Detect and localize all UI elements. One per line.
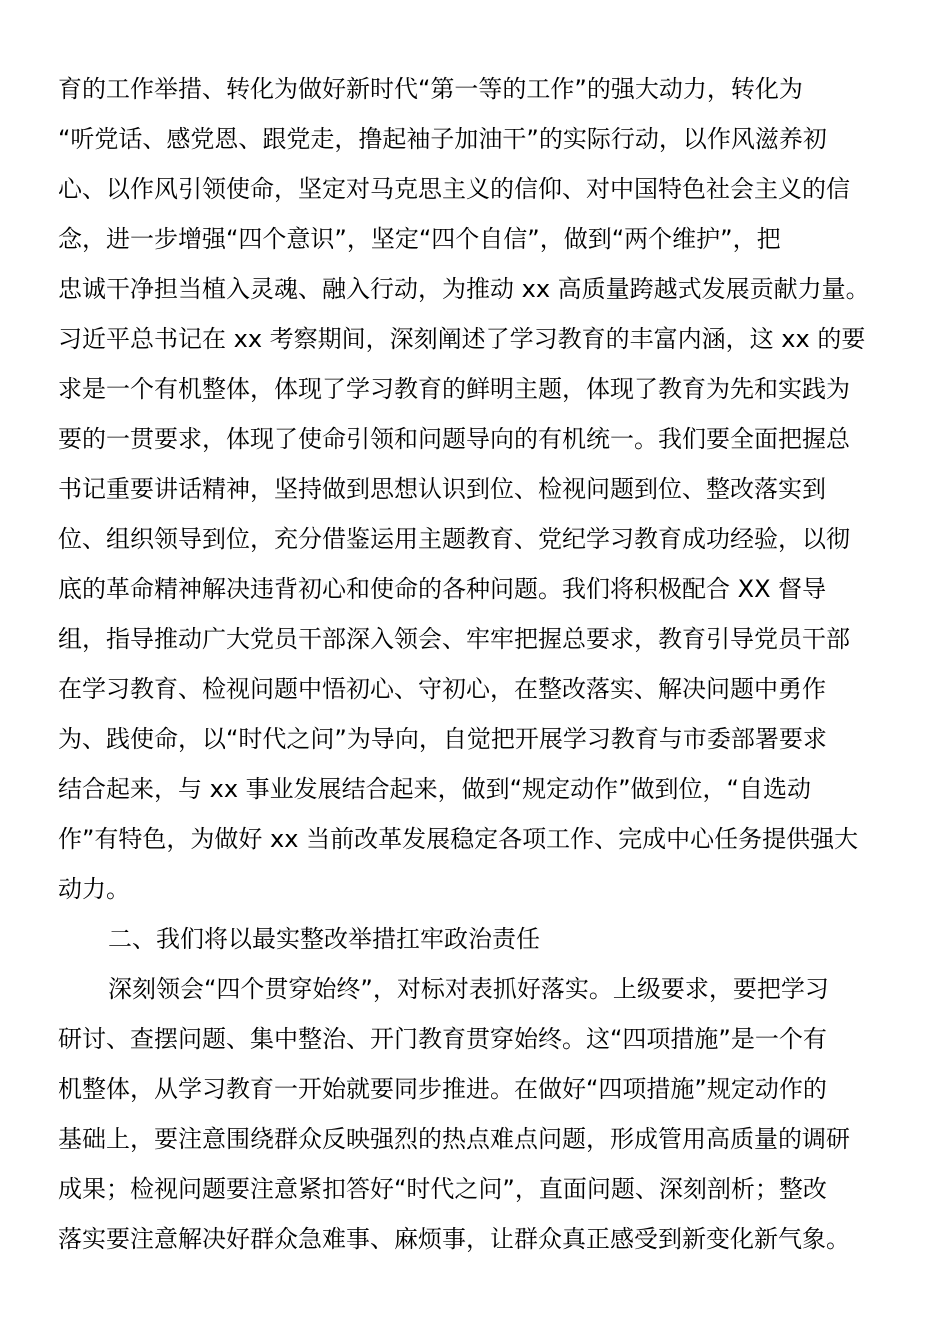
body-text-line: 底的革命精神解决违背初心和使命的各种问题。我们将积极配合 XX 督导 — [58, 575, 827, 603]
body-text-line: 要的一贯要求，体现了使命引领和问题导向的有机统一。我们要全面把握总 — [58, 425, 850, 453]
body-text-line: 习近平总书记在 xx 考察期间，深刻阐述了学习教育的丰富内涵，这 xx 的要 — [58, 325, 866, 353]
body-text-line: 书记重要讲话精神，坚持做到思想认识到位、检视问题到位、整改落实到 — [58, 475, 826, 503]
body-text-line: 求是一个有机整体，体现了学习教育的鲜明主题，体现了教育为先和实践为 — [58, 375, 850, 403]
body-text-line: 位、组织领导到位，充分借鉴运用主题教育、党纪学习教育成功经验，以彻 — [58, 525, 850, 553]
body-text-line: 机整体，从学习教育一开始就要同步推进。在做好“四项措施”规定动作的 — [58, 1075, 827, 1103]
body-text-line: 基础上，要注意围绕群众反映强烈的热点难点问题，形成管用高质量的调研 — [58, 1125, 850, 1153]
body-text-line: 为、践使命，以“时代之问”为导向，自觉把开展学习教育与市委部署要求 — [58, 725, 827, 753]
body-text-line: 忠诚干净担当植入灵魂、融入行动，为推动 xx 高质量跨越式发展贡献力量。 — [58, 275, 870, 303]
body-text-line: 动力。 — [58, 875, 130, 903]
body-text-line: 深刻领会“四个贯穿始终”，对标对表抓好落实。上级要求，要把学习 — [108, 975, 829, 1003]
section-heading: 二、我们将以最实整改举措扛牢政治责任 — [108, 925, 540, 953]
body-text-line: “听党话、感党恩、跟党走，撸起袖子加油干”的实际行动，以作风滋养初 — [58, 125, 827, 153]
body-text-line: 心、以作风引领使命，坚定对马克思主义的信仰、对中国特色社会主义的信 — [58, 175, 850, 203]
body-text-line: 育的工作举措、转化为做好新时代“第一等的工作”的强大动力，转化为 — [58, 75, 803, 103]
body-text-line: 作”有特色，为做好 xx 当前改革发展稳定各项工作、完成中心任务提供强大 — [58, 825, 859, 853]
body-text-line: 成果；检视问题要注意紧扣答好“时代之问”，直面问题、深刻剖析；整改 — [58, 1175, 827, 1203]
body-text-line: 研讨、查摆问题、集中整治、开门教育贯穿始终。这“四项措施”是一个有 — [58, 1025, 827, 1053]
body-text-line: 结合起来，与 xx 事业发展结合起来，做到“规定动作”做到位，“自选动 — [58, 775, 811, 803]
body-text-line: 落实要注意解决好群众急难事、麻烦事，让群众真正感受到新变化新气象。 — [58, 1225, 850, 1253]
body-text-line: 组，指导推动广大党员干部深入领会、牢牢把握总要求，教育引导党员干部 — [58, 625, 850, 653]
body-text-line: 在学习教育、检视问题中悟初心、守初心，在整改落实、解决问题中勇作 — [58, 675, 826, 703]
body-text-line: 念，进一步增强“四个意识”，坚定“四个自信”，做到“两个维护”，把 — [58, 225, 781, 253]
